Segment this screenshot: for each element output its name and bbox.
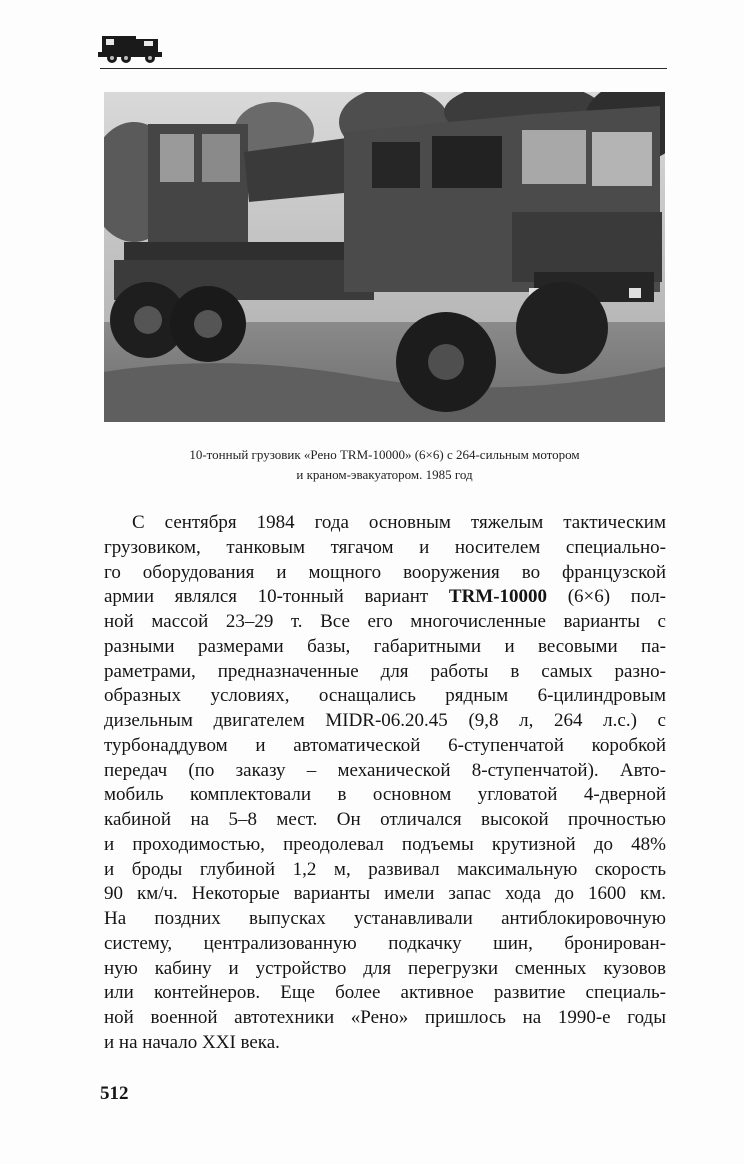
model-name: TRM-10000 [448,586,548,608]
article-body [104,511,666,1056]
paragraph-line: армии являлся 10-тонный вариант TRM-10000 (6×6) пол- [104,586,666,608]
paragraph-line: На поздних выпусках устанавливали антиблокировочную [104,908,666,929]
paragraph-line: С сентября 1984 года основным тяжелым тактическим [132,512,666,533]
truck-photo [104,92,665,422]
paragraph-line: го оборудования и мощного вооружения во французской [104,561,666,583]
header-rule [100,68,667,69]
paragraph-line: ной массой 23–29 т. Все его многочисленные варианты с [104,611,666,632]
paragraph-line: кабиной на 5–8 мест. Он отличался высокой прочностью [104,809,666,830]
paragraph-line: ную кабину и устройство для перегрузки сменных кузовов [104,957,666,979]
paragraph-line: и проходимостью, преодолевал подъемы крутизной до 48% [104,833,666,855]
paragraph-line: 90 км/ч. Некоторые варианты имели запас хода до 1600 км. [104,883,666,905]
paragraph-line: турбонаддувом и автоматической 6-ступенчатой коробкой [104,734,666,756]
page-number: 512 [100,1083,129,1104]
paragraph-line: систему, централизованную подкачку шин, бронирован- [104,932,666,954]
paragraph-line: грузовиком, танковым тягачом и носителем специально- [104,536,666,558]
paragraph-line: образных условиях, оснащались рядным 6-цилиндровым [104,685,666,707]
paragraph-line: мобиль комплектовали в основном угловатой 4-дверной [104,784,666,806]
caption-line: 10-тонный грузовик «Рено TRM-10000» (6×6) с 264-сильным мотором [189,447,580,462]
truck-logo-icon [98,30,164,66]
paragraph-line: передач (по заказу – механической 8-ступенчатой). Авто- [104,759,666,781]
paragraph-line: и броды глубиной 1,2 м, развивал максимальную скорость [104,858,666,880]
caption-line: и краном-эвакуатором. 1985 год [296,467,473,482]
paragraph-line: или контейнеров. Еще более активное развитие специаль- [104,982,666,1004]
paragraph-line: и на начало XXI века. [104,1031,280,1053]
paragraph-line: раметрами, предназначенные для работы в самых разно- [104,660,666,682]
paragraph-line: ной военной автотехники «Рено» пришлось на 1990-е годы [104,1007,666,1028]
paragraph-line: разными размерами базы, габаритными и весовыми па- [104,635,666,657]
figure-caption [104,445,665,485]
paragraph-line: дизельным двигателем MIDR-06.20.45 (9,8 л, 264 л.с.) с [104,710,666,731]
